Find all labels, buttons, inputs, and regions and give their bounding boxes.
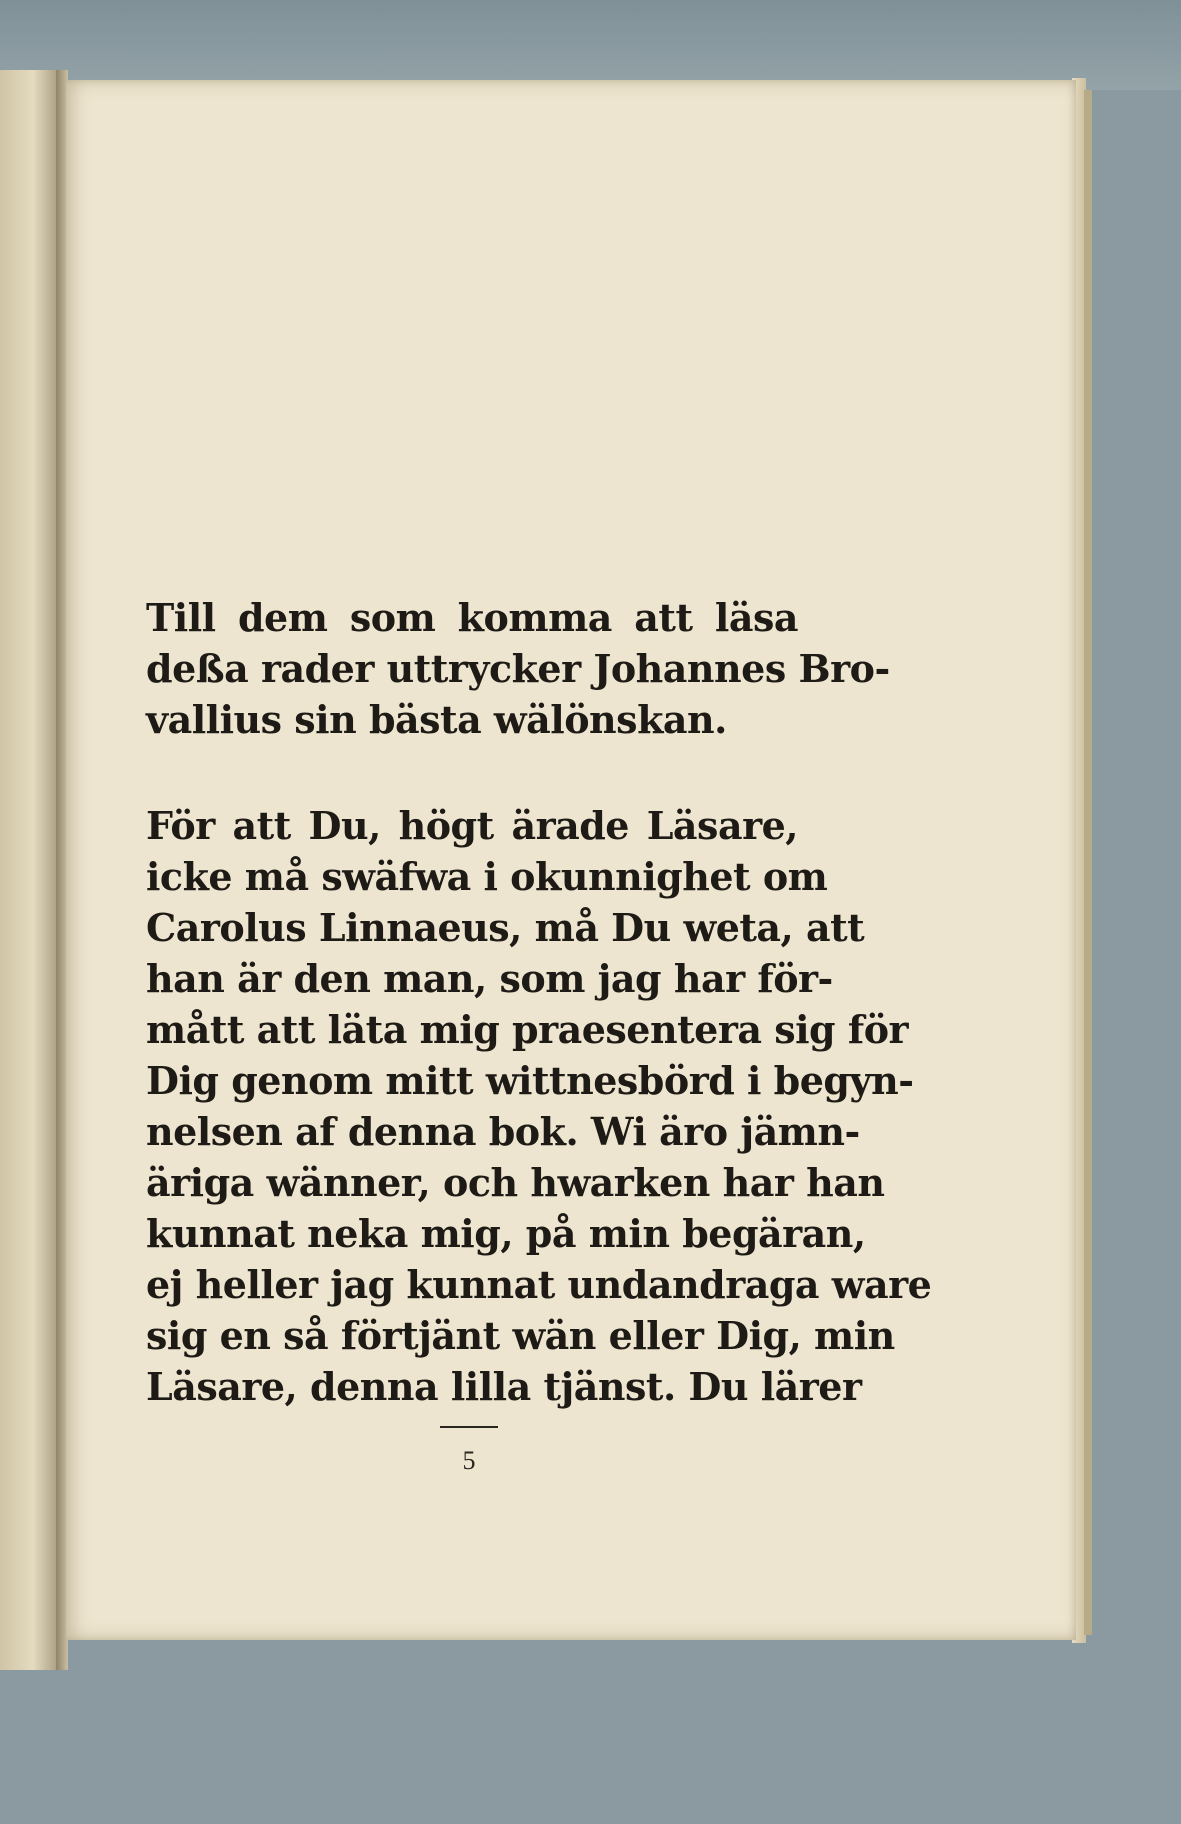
text-line: kunnat neka mig, på min begäran, [146,1211,866,1256]
text-line: vallius sin bästa wälönskan. [146,697,727,742]
text-line: han är den man, som jag har för- [146,956,833,1001]
text-line: äriga wänner, och hwarken har han [146,1160,885,1205]
text-line: icke må swäfwa i okunnighet om [146,854,828,899]
text-line: Läsare, denna lilla tjänst. Du lärer [146,1364,862,1409]
book-cover-edge [1084,90,1092,1635]
text-line: mått att läta mig praesentera sig för [146,1007,909,1052]
text-line: ej heller jag kunnat undandraga ware [146,1262,932,1307]
text-line: Till dem som komma att läsa [146,595,798,640]
paragraph-gap [146,745,798,800]
text-block [146,592,932,1412]
text-line: nelsen af denna bok. Wi äro jämn- [146,1109,860,1154]
text-line: Dig genom mitt wittnesbörd i begyn- [146,1058,914,1103]
page-number-rule [440,1426,498,1428]
text-line: sig en så förtjänt wän eller Dig, min [146,1313,895,1358]
text-line: För att Du, högt ärade Läsare, [146,803,798,848]
background-top [0,0,1181,90]
text-line: Carolus Linnaeus, må Du weta, att [146,905,865,950]
page-number: 5 [462,1446,476,1475]
left-page-edge [0,70,60,1670]
text-line: deßa rader uttrycker Johannes Bro- [146,646,890,691]
